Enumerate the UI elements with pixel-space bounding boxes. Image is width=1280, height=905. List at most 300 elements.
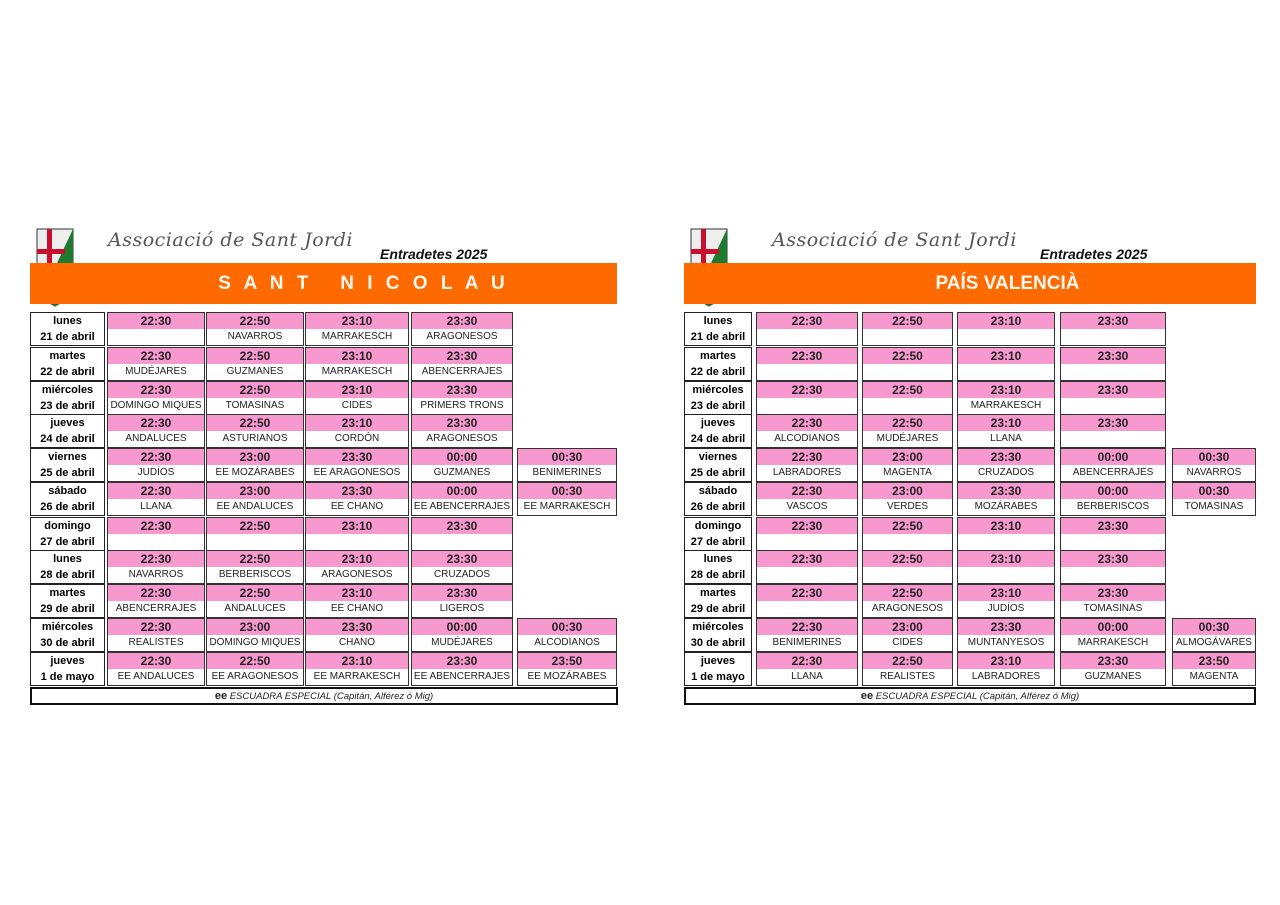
- weekday-label: lunes: [703, 553, 733, 565]
- time-slot: [107, 618, 205, 652]
- slot-group: ARAGONESOS: [426, 433, 498, 444]
- slot-time: 22:50: [207, 551, 303, 567]
- slot-group: NAVARROS: [1186, 467, 1242, 478]
- time-slot: [957, 381, 1055, 415]
- weekday-label: sábado: [698, 485, 738, 497]
- time-slot: [1060, 381, 1166, 415]
- slot-time: 23:10: [306, 653, 408, 669]
- day-cell: [684, 652, 752, 686]
- slot-group: EE ARAGONESOS: [211, 671, 299, 682]
- slot-group: LLANA: [791, 671, 823, 682]
- slot-time: 22:50: [863, 551, 952, 567]
- weekday-label: lunes: [53, 553, 82, 565]
- slot-time: 22:30: [108, 449, 204, 465]
- slot-group: [1061, 431, 1165, 446]
- slot-time: 22:30: [757, 551, 857, 567]
- slot-time: 23:10: [306, 415, 408, 431]
- slot-group: ALMOGÁVARES: [1176, 637, 1252, 648]
- time-slot: [756, 414, 858, 448]
- time-slot: [206, 482, 304, 516]
- slot-time: 22:30: [757, 415, 857, 431]
- slot-time: 22:50: [863, 518, 952, 534]
- time-slot: [756, 381, 858, 415]
- slot-group: ARAGONESOS: [321, 569, 393, 580]
- slot-time: 23:00: [863, 619, 952, 635]
- time-slot: [411, 381, 513, 415]
- slot-group: [757, 329, 857, 344]
- time-slot: [756, 482, 858, 516]
- time-slot: [305, 482, 409, 516]
- date-label: 29 de abril: [690, 603, 746, 615]
- association-name: Associació de Sant Jordi: [108, 229, 353, 251]
- time-slot: [305, 618, 409, 652]
- slot-group: BERBERISCOS: [218, 569, 292, 580]
- time-slot: [107, 550, 205, 584]
- time-slot: [305, 312, 409, 346]
- slot-time: 00:30: [1173, 483, 1255, 499]
- slot-group: [958, 534, 1054, 549]
- slot-time: 23:10: [958, 382, 1054, 398]
- slot-time: 22:50: [207, 313, 303, 329]
- day-cell: [30, 517, 105, 551]
- slot-group: EE CHANO: [330, 501, 384, 512]
- slot-group: [207, 534, 303, 549]
- time-slot: [1060, 618, 1166, 652]
- weekday-label: jueves: [50, 655, 85, 667]
- slot-time: 22:50: [863, 348, 952, 364]
- slot-time: 22:50: [863, 313, 952, 329]
- time-slot: [206, 448, 304, 482]
- slot-time: 22:30: [108, 313, 204, 329]
- time-slot: [1060, 550, 1166, 584]
- slot-time: 23:10: [958, 585, 1054, 601]
- day-cell: [30, 652, 105, 686]
- time-slot: [862, 517, 953, 551]
- slot-time: 23:00: [207, 483, 303, 499]
- slot-group: LIGEROS: [439, 603, 485, 614]
- slot-group: [863, 364, 952, 379]
- day-cell: [30, 482, 105, 516]
- slot-group: EE ANDALUCES: [117, 671, 195, 682]
- time-slot: [957, 347, 1055, 381]
- slot-group: EE ABENCERRAJES: [413, 671, 511, 682]
- slot-group: CORDÓN: [334, 433, 380, 444]
- date-label: 24 de abril: [690, 433, 746, 445]
- slot-time: 23:30: [1061, 653, 1165, 669]
- weekday-label: sábado: [48, 485, 87, 497]
- slot-time: 23:10: [306, 348, 408, 364]
- time-slot: [411, 550, 513, 584]
- slot-time: 22:50: [207, 382, 303, 398]
- slot-time: 22:30: [108, 585, 204, 601]
- date-label: 26 de abril: [690, 501, 746, 513]
- time-slot: [206, 584, 304, 618]
- date-label: 29 de abril: [40, 603, 95, 615]
- slot-group: [958, 329, 1054, 344]
- slot-time: 00:00: [1061, 483, 1165, 499]
- time-slot: [756, 652, 858, 686]
- time-slot: [957, 618, 1055, 652]
- day-cell: [30, 584, 105, 618]
- slot-group: VASCOS: [786, 501, 828, 512]
- slot-time: 23:10: [306, 382, 408, 398]
- time-slot: [517, 652, 617, 686]
- slot-time: 23:10: [958, 551, 1054, 567]
- slot-time: 00:30: [1173, 619, 1255, 635]
- time-slot: [206, 517, 304, 551]
- slot-group: LLANA: [140, 501, 172, 512]
- time-slot: [957, 414, 1055, 448]
- time-slot: [206, 347, 304, 381]
- day-cell: [684, 381, 752, 415]
- slot-group: [863, 398, 952, 413]
- slot-group: VERDES: [886, 501, 929, 512]
- time-slot: [107, 482, 205, 516]
- slot-time: 22:30: [108, 483, 204, 499]
- time-slot: [862, 618, 953, 652]
- slot-group: GUZMANES: [433, 467, 491, 478]
- slot-time: 23:00: [207, 619, 303, 635]
- slot-group: EE MARRAKESCH: [313, 671, 401, 682]
- slot-group: [1061, 534, 1165, 549]
- slot-group: [412, 534, 512, 549]
- day-cell: [684, 448, 752, 482]
- slot-time: 23:30: [958, 619, 1054, 635]
- slot-group: MARRAKESCH: [321, 331, 393, 342]
- slot-group: MAGENTA: [883, 467, 932, 478]
- slot-time: 22:30: [757, 518, 857, 534]
- time-slot: [862, 414, 953, 448]
- slot-time: 23:30: [306, 483, 408, 499]
- slot-group: REALISTES: [128, 637, 184, 648]
- time-slot: [862, 652, 953, 686]
- slot-group: [757, 567, 857, 582]
- slot-time: 23:30: [958, 483, 1054, 499]
- slot-time: 23:10: [958, 415, 1054, 431]
- time-slot: [305, 414, 409, 448]
- association-name: Associació de Sant Jordi: [772, 229, 1017, 251]
- time-slot: [756, 618, 858, 652]
- slot-time: 22:30: [108, 348, 204, 364]
- slot-time: 23:00: [207, 449, 303, 465]
- day-cell: [30, 414, 105, 448]
- time-slot: [305, 652, 409, 686]
- slot-group: ABENCERRAJES: [1072, 467, 1154, 478]
- time-slot: [206, 414, 304, 448]
- time-slot: [517, 448, 617, 482]
- date-label: 28 de abril: [40, 569, 95, 581]
- weekday-label: martes: [699, 350, 737, 362]
- weekday-label: miércoles: [41, 384, 94, 396]
- date-label: 25 de abril: [40, 467, 95, 479]
- weekday-label: lunes: [53, 315, 82, 327]
- slot-group: [1061, 329, 1165, 344]
- slot-group: BENIMERINES: [532, 467, 602, 478]
- time-slot: [756, 312, 858, 346]
- slot-time: 22:30: [757, 653, 857, 669]
- time-slot: [107, 652, 205, 686]
- date-label: 26 de abril: [40, 501, 95, 513]
- weekday-label: viernes: [48, 451, 87, 463]
- time-slot: [756, 347, 858, 381]
- section-title: S A N T N I C O L A U: [30, 263, 617, 304]
- time-slot: [206, 381, 304, 415]
- slot-time: 23:10: [958, 348, 1054, 364]
- slot-group: TOMASINAS: [1083, 603, 1143, 614]
- weekday-label: jueves: [50, 417, 85, 429]
- date-label: 21 de abril: [690, 331, 746, 343]
- slot-group: REALISTES: [879, 671, 936, 682]
- slot-time: 23:00: [863, 483, 952, 499]
- day-cell: [684, 414, 752, 448]
- time-slot: [411, 584, 513, 618]
- slot-time: 22:30: [757, 348, 857, 364]
- day-cell: [684, 517, 752, 551]
- slot-time: 23:30: [412, 415, 512, 431]
- time-slot: [107, 517, 205, 551]
- slot-time: 23:10: [958, 518, 1054, 534]
- time-slot: [756, 550, 858, 584]
- weekday-label: miércoles: [692, 621, 744, 633]
- time-slot: [1060, 312, 1166, 346]
- time-slot: [107, 347, 205, 381]
- slot-group: CRUZADOS: [977, 467, 1035, 478]
- time-slot: [862, 312, 953, 346]
- slot-time: 23:10: [306, 518, 408, 534]
- day-cell: [684, 482, 752, 516]
- time-slot: [107, 448, 205, 482]
- slot-group: BERBERISCOS: [1076, 501, 1150, 512]
- day-cell: [684, 584, 752, 618]
- slot-group: EE MOZÁRABES: [215, 467, 295, 478]
- date-label: 22 de abril: [690, 366, 746, 378]
- slot-time: 22:50: [863, 585, 952, 601]
- slot-time: 22:30: [757, 483, 857, 499]
- slot-group: CHANO: [338, 637, 376, 648]
- slot-time: 23:30: [1061, 415, 1165, 431]
- slot-time: 23:10: [306, 313, 408, 329]
- slot-time: 22:30: [108, 382, 204, 398]
- day-cell: [30, 312, 105, 346]
- time-slot: [411, 618, 513, 652]
- slot-group: CIDES: [892, 637, 923, 648]
- slot-group: ASTURIANOS: [222, 433, 288, 444]
- slot-time: 22:30: [108, 653, 204, 669]
- slot-time: 23:30: [412, 518, 512, 534]
- slot-time: 22:50: [863, 415, 952, 431]
- slot-group: ALCODIANOS: [534, 637, 600, 648]
- slot-time: 00:00: [412, 619, 512, 635]
- date-label: 25 de abril: [690, 467, 746, 479]
- slot-group: TOMASINAS: [225, 400, 285, 411]
- day-cell: [30, 448, 105, 482]
- time-slot: [957, 652, 1055, 686]
- time-slot: [756, 517, 858, 551]
- slot-group: [1061, 364, 1165, 379]
- slot-time: 00:30: [1173, 449, 1255, 465]
- time-slot: [1172, 448, 1256, 482]
- slot-time: 23:30: [1061, 348, 1165, 364]
- day-cell: [684, 312, 752, 346]
- slot-group: EE CHANO: [330, 603, 384, 614]
- slot-time: 00:30: [518, 619, 616, 635]
- time-slot: [206, 618, 304, 652]
- time-slot: [1172, 482, 1256, 516]
- slot-time: 23:10: [306, 551, 408, 567]
- day-cell: [30, 347, 105, 381]
- slot-time: 22:50: [863, 382, 952, 398]
- slot-group: NAVARROS: [227, 331, 283, 342]
- slot-group: [757, 534, 857, 549]
- time-slot: [957, 448, 1055, 482]
- slot-time: 23:30: [1061, 551, 1165, 567]
- slot-time: 22:50: [863, 653, 952, 669]
- time-slot: [862, 347, 953, 381]
- slot-group: [1061, 567, 1165, 582]
- slot-time: 22:50: [207, 415, 303, 431]
- slot-group: ALCODIANOS: [774, 433, 840, 444]
- weekday-label: miércoles: [692, 384, 744, 396]
- time-slot: [862, 381, 953, 415]
- slot-time: 22:30: [757, 313, 857, 329]
- time-slot: [862, 482, 953, 516]
- slot-time: 00:00: [1061, 619, 1165, 635]
- slot-time: 23:30: [1061, 382, 1165, 398]
- slot-group: EE ABENCERRAJES: [413, 501, 511, 512]
- time-slot: [862, 584, 953, 618]
- date-label: 22 de abril: [40, 366, 95, 378]
- slot-group: DOMINGO MIQUES: [209, 637, 301, 648]
- time-slot: [957, 312, 1055, 346]
- time-slot: [862, 448, 953, 482]
- weekday-label: jueves: [700, 417, 736, 429]
- slot-time: 22:50: [207, 585, 303, 601]
- time-slot: [1060, 652, 1166, 686]
- time-slot: [206, 652, 304, 686]
- slot-group: EE MOZÁRABES: [527, 671, 607, 682]
- time-slot: [411, 414, 513, 448]
- slot-group: [108, 329, 204, 344]
- slot-group: [108, 534, 204, 549]
- time-slot: [957, 584, 1055, 618]
- slot-time: 00:00: [412, 449, 512, 465]
- slot-time: 00:30: [518, 483, 616, 499]
- slot-time: 23:30: [412, 313, 512, 329]
- day-cell: [30, 618, 105, 652]
- slot-time: 00:30: [518, 449, 616, 465]
- slot-group: ABENCERRAJES: [115, 603, 197, 614]
- slot-time: 22:30: [108, 551, 204, 567]
- time-slot: [517, 618, 617, 652]
- date-label: 24 de abril: [40, 433, 95, 445]
- slot-group: [863, 567, 952, 582]
- time-slot: [411, 482, 513, 516]
- slot-group: CRUZADOS: [433, 569, 491, 580]
- date-label: 30 de abril: [40, 637, 95, 649]
- slot-time: 00:00: [412, 483, 512, 499]
- legend-abbr: ee: [860, 690, 874, 702]
- time-slot: [206, 312, 304, 346]
- slot-time: 23:30: [412, 551, 512, 567]
- slot-time: 23:30: [306, 619, 408, 635]
- slot-time: 23:30: [412, 585, 512, 601]
- slot-group: ABENCERRAJES: [421, 366, 503, 377]
- legend-abbr: ee: [214, 690, 228, 702]
- weekday-label: martes: [49, 587, 86, 599]
- slot-group: MUDÉJARES: [876, 433, 939, 444]
- time-slot: [305, 347, 409, 381]
- slot-group: LABRADORES: [971, 671, 1041, 682]
- legend-text: ESCUADRA ESPECIAL (Capitán, Alférez ó Mig): [875, 691, 1080, 702]
- slot-time: 23:30: [1061, 313, 1165, 329]
- slot-time: 23:10: [306, 585, 408, 601]
- slot-group: DOMINGO MIQUES: [110, 400, 202, 411]
- date-label: 28 de abril: [690, 569, 746, 581]
- slot-group: [306, 534, 408, 549]
- slot-time: 23:30: [306, 449, 408, 465]
- slot-time: 22:30: [757, 585, 857, 601]
- date-label: 30 de abril: [690, 637, 746, 649]
- weekday-label: domingo: [694, 520, 742, 532]
- slot-time: 23:50: [518, 653, 616, 669]
- slot-time: 22:50: [207, 518, 303, 534]
- day-cell: [30, 381, 105, 415]
- day-cell: [30, 550, 105, 584]
- edition-title: Entradetes 2025: [1040, 246, 1148, 262]
- legend-footer: [684, 687, 1256, 705]
- slot-group: CIDES: [341, 400, 373, 411]
- legend-footer: [30, 687, 618, 705]
- time-slot: [411, 312, 513, 346]
- time-slot: [1172, 618, 1256, 652]
- slot-time: 23:30: [1061, 518, 1165, 534]
- section-title: PAÍS VALENCIÀ: [684, 263, 1256, 304]
- slot-time: 22:30: [108, 415, 204, 431]
- date-label: 1 de mayo: [691, 671, 745, 683]
- weekday-label: jueves: [700, 655, 736, 667]
- time-slot: [411, 448, 513, 482]
- date-label: 23 de abril: [40, 400, 95, 412]
- time-slot: [756, 584, 858, 618]
- time-slot: [305, 584, 409, 618]
- time-slot: [107, 414, 205, 448]
- slot-time: 22:50: [207, 653, 303, 669]
- time-slot: [517, 482, 617, 516]
- time-slot: [1172, 652, 1256, 686]
- slot-group: GUZMANES: [226, 366, 284, 377]
- weekday-label: miércoles: [41, 621, 94, 633]
- slot-group: [757, 398, 857, 413]
- slot-group: MOZÁRABES: [974, 501, 1038, 512]
- time-slot: [107, 312, 205, 346]
- time-slot: [305, 550, 409, 584]
- time-slot: [957, 482, 1055, 516]
- weekday-label: viernes: [698, 451, 738, 463]
- slot-group: NAVARROS: [128, 569, 184, 580]
- day-cell: [684, 550, 752, 584]
- slot-time: 23:50: [1173, 653, 1255, 669]
- edition-title: Entradetes 2025: [380, 246, 488, 262]
- slot-group: ANDALUCES: [224, 603, 286, 614]
- slot-group: EE MARRAKESCH: [523, 501, 611, 512]
- slot-group: LLANA: [990, 433, 1022, 444]
- slot-group: MUDÉJARES: [125, 366, 187, 377]
- slot-time: 23:30: [1061, 585, 1165, 601]
- time-slot: [411, 517, 513, 551]
- weekday-label: martes: [699, 587, 737, 599]
- slot-group: [863, 534, 952, 549]
- weekday-label: domingo: [44, 520, 91, 532]
